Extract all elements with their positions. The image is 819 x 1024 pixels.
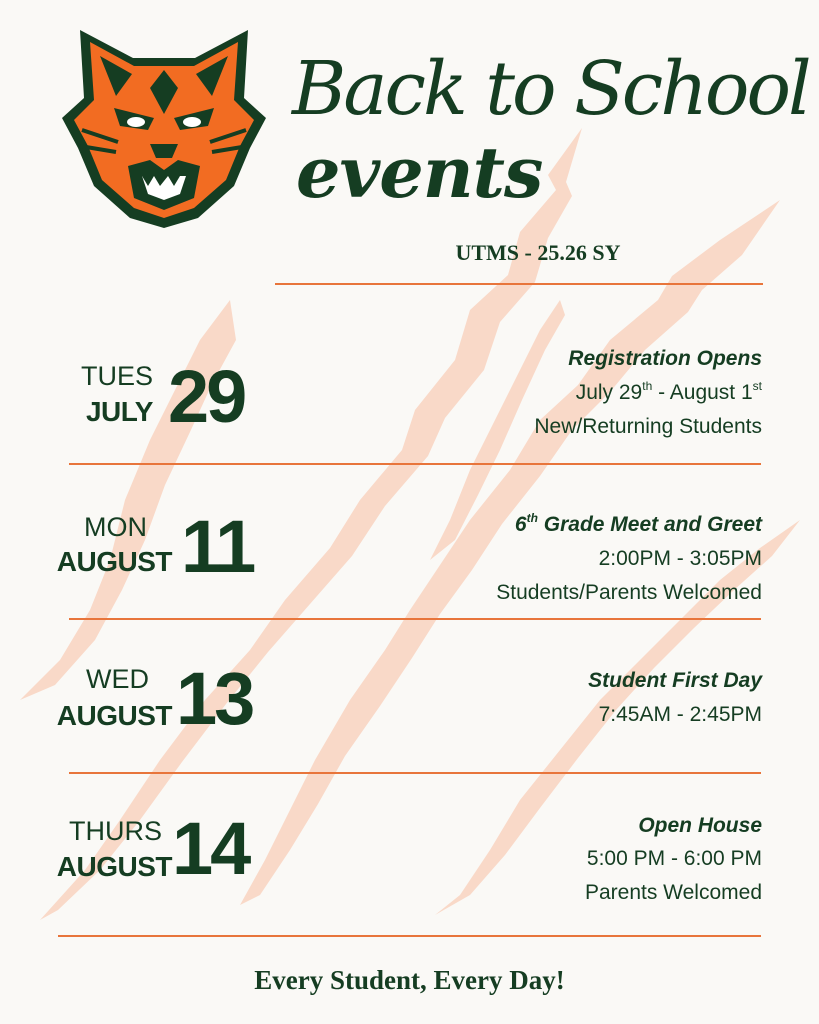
event-month: AUGUST	[56, 700, 172, 731]
divider	[58, 935, 761, 937]
event-title: Student First Day	[588, 669, 762, 692]
event-audience: Parents Welcomed	[584, 881, 762, 904]
event-weekday: TUES	[80, 361, 153, 391]
event-time: 7:45AM - 2:45PM	[598, 703, 762, 726]
page-title-line2: events	[296, 131, 543, 214]
event-weekday: MON	[84, 512, 147, 542]
subtitle: UTMS - 25.26 SY	[455, 240, 621, 265]
event-day: 11	[181, 505, 254, 588]
event-weekday: THURS	[69, 816, 162, 846]
event-month: AUGUST	[56, 851, 172, 882]
page-title-line1: Back to School	[292, 46, 809, 132]
event-time: 5:00 PM - 6:00 PM	[586, 847, 762, 870]
divider	[69, 463, 761, 465]
event-month: JULY	[85, 396, 153, 427]
event-day: 14	[172, 807, 249, 890]
event-time: 2:00PM - 3:05PM	[598, 547, 762, 570]
divider	[69, 618, 761, 620]
event-title: Registration Opens	[568, 347, 762, 370]
event-title: 6th Grade Meet and Greet	[514, 511, 762, 536]
event-audience: Students/Parents Welcomed	[496, 581, 762, 604]
event-dates: July 29th - August 1st	[575, 379, 762, 404]
divider	[69, 772, 761, 774]
event-day: 13	[176, 657, 253, 740]
footer-tagline: Every Student, Every Day!	[254, 965, 565, 995]
event-day: 29	[168, 355, 245, 438]
wildcat-mascot-icon	[58, 18, 270, 230]
divider	[275, 283, 763, 285]
event-audience: New/Returning Students	[534, 415, 762, 438]
event-weekday: WED	[86, 664, 149, 694]
event-month: AUGUST	[56, 546, 172, 577]
event-title: Open House	[638, 814, 762, 837]
